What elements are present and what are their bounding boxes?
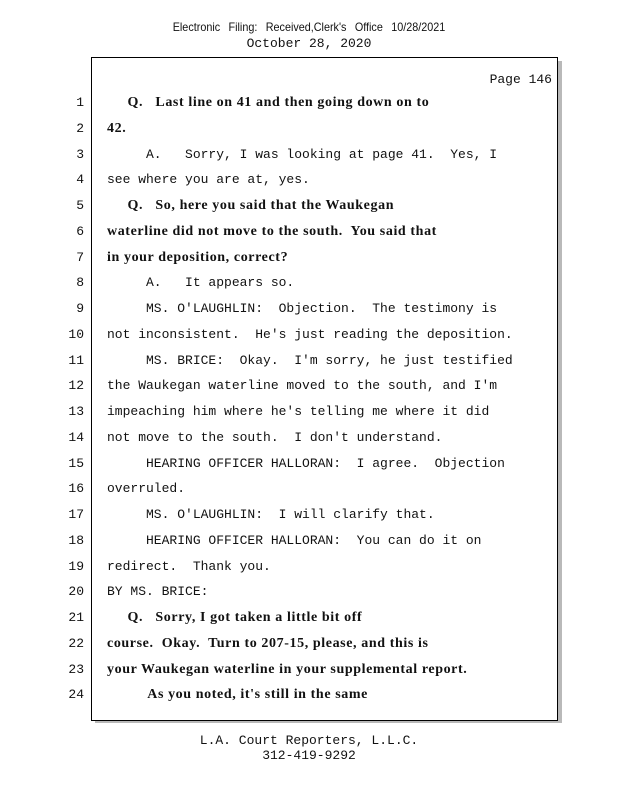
line-number: 18 (68, 532, 84, 548)
line-text: impeaching him where he's telling me where it did (107, 404, 490, 419)
line-text: Q. Sorry, I got taken a little bit off (107, 610, 363, 625)
line-number: 5 (76, 198, 84, 213)
line-number: 13 (68, 404, 84, 419)
line-text: MS. O'LAUGHLIN: I will clarify that. (107, 507, 435, 522)
transcript-line (0, 454, 618, 474)
line-number: 10 (68, 326, 84, 342)
line-number: 20 (68, 584, 84, 600)
line-text: course. Okay. Turn to 207-15, please, and this is (107, 635, 429, 651)
line-number: 14 (68, 429, 84, 445)
transcript-line (0, 582, 618, 602)
transcript-line (0, 505, 618, 525)
transcript-line (0, 376, 618, 396)
transcript-line (0, 325, 618, 345)
transcript-line (0, 145, 618, 165)
transcript-line (0, 531, 618, 551)
line-text: the Waukegan waterline moved to the south, and I'm (107, 378, 498, 394)
transcript-line (0, 660, 618, 680)
line-text: not inconsistent. He's just reading the deposition. (107, 326, 513, 342)
line-text: HEARING OFFICER HALLORAN: You can do it on (107, 532, 482, 548)
line-text: BY MS. BRICE: (107, 584, 209, 600)
transcript-line (0, 402, 618, 422)
reporter-company: L.A. Court Reporters, L.L.C. (199, 733, 419, 748)
line-number: 23 (68, 661, 84, 677)
line-number: 24 (68, 687, 84, 703)
transcript-line (0, 119, 618, 139)
line-text: Q. Last line on 41 and then going down on to (107, 95, 430, 110)
line-number: 9 (76, 301, 84, 316)
line-text: your Waukegan waterline in your supplemental report. (107, 661, 468, 677)
transcript-line (0, 93, 618, 113)
footer (0, 733, 618, 763)
line-text: A. It appears so. (107, 275, 295, 291)
line-text: 42. (107, 120, 127, 136)
line-number: 17 (68, 507, 84, 522)
transcript-line (0, 634, 618, 654)
line-number: 15 (68, 455, 84, 471)
line-number: 11 (68, 352, 84, 368)
line-text: redirect. Thank you. (107, 558, 271, 574)
line-number: 21 (68, 610, 84, 625)
line-number: 19 (68, 558, 84, 574)
line-number: 3 (76, 146, 84, 162)
line-text: not move to the south. I don't understand. (107, 429, 443, 445)
line-text: Q. So, here you said that the Waukegan (107, 198, 395, 213)
line-number: 22 (68, 635, 84, 651)
line-number: 16 (68, 481, 84, 497)
reporter-phone: 312-419-9292 (262, 748, 356, 763)
transcript-line (0, 608, 618, 628)
line-text: A. Sorry, I was looking at page 41. Yes, I (107, 146, 498, 162)
line-text: HEARING OFFICER HALLORAN: I agree. Objection (107, 455, 505, 471)
line-text: MS. BRICE: Okay. I'm sorry, he just testified (107, 352, 513, 368)
transcript-line (0, 196, 618, 216)
transcript-line (0, 222, 618, 242)
line-text: see where you are at, yes. (107, 172, 310, 188)
line-number: 1 (76, 95, 84, 110)
line-number: 7 (76, 249, 84, 265)
line-number: 4 (76, 172, 84, 188)
transcript-line (0, 248, 618, 268)
transcript-line (0, 557, 618, 577)
transcript-line (0, 428, 618, 448)
transcript-line (0, 170, 618, 190)
line-text: As you noted, it's still in the same (107, 687, 368, 703)
line-text: in your deposition, correct? (107, 249, 289, 265)
line-text: MS. O'LAUGHLIN: Objection. The testimony is (107, 301, 498, 316)
line-text: waterline did not move to the south. You said that (107, 223, 437, 239)
line-number: 12 (68, 378, 84, 394)
transcript-line (0, 479, 618, 499)
transcript-line (0, 685, 618, 705)
transcript-line (0, 299, 618, 319)
transcript-line (0, 351, 618, 371)
transcript-line (0, 273, 618, 293)
page-number: Page 146 (489, 72, 552, 87)
transcript-date: October 28, 2020 (246, 36, 372, 51)
line-number: 2 (76, 120, 84, 136)
filing-stamp: Electronic Filing: Received,Clerk's Office 10/28/2021 (172, 20, 446, 34)
line-number: 8 (76, 275, 84, 291)
line-number: 6 (76, 223, 84, 239)
line-text: overruled. (107, 481, 186, 497)
